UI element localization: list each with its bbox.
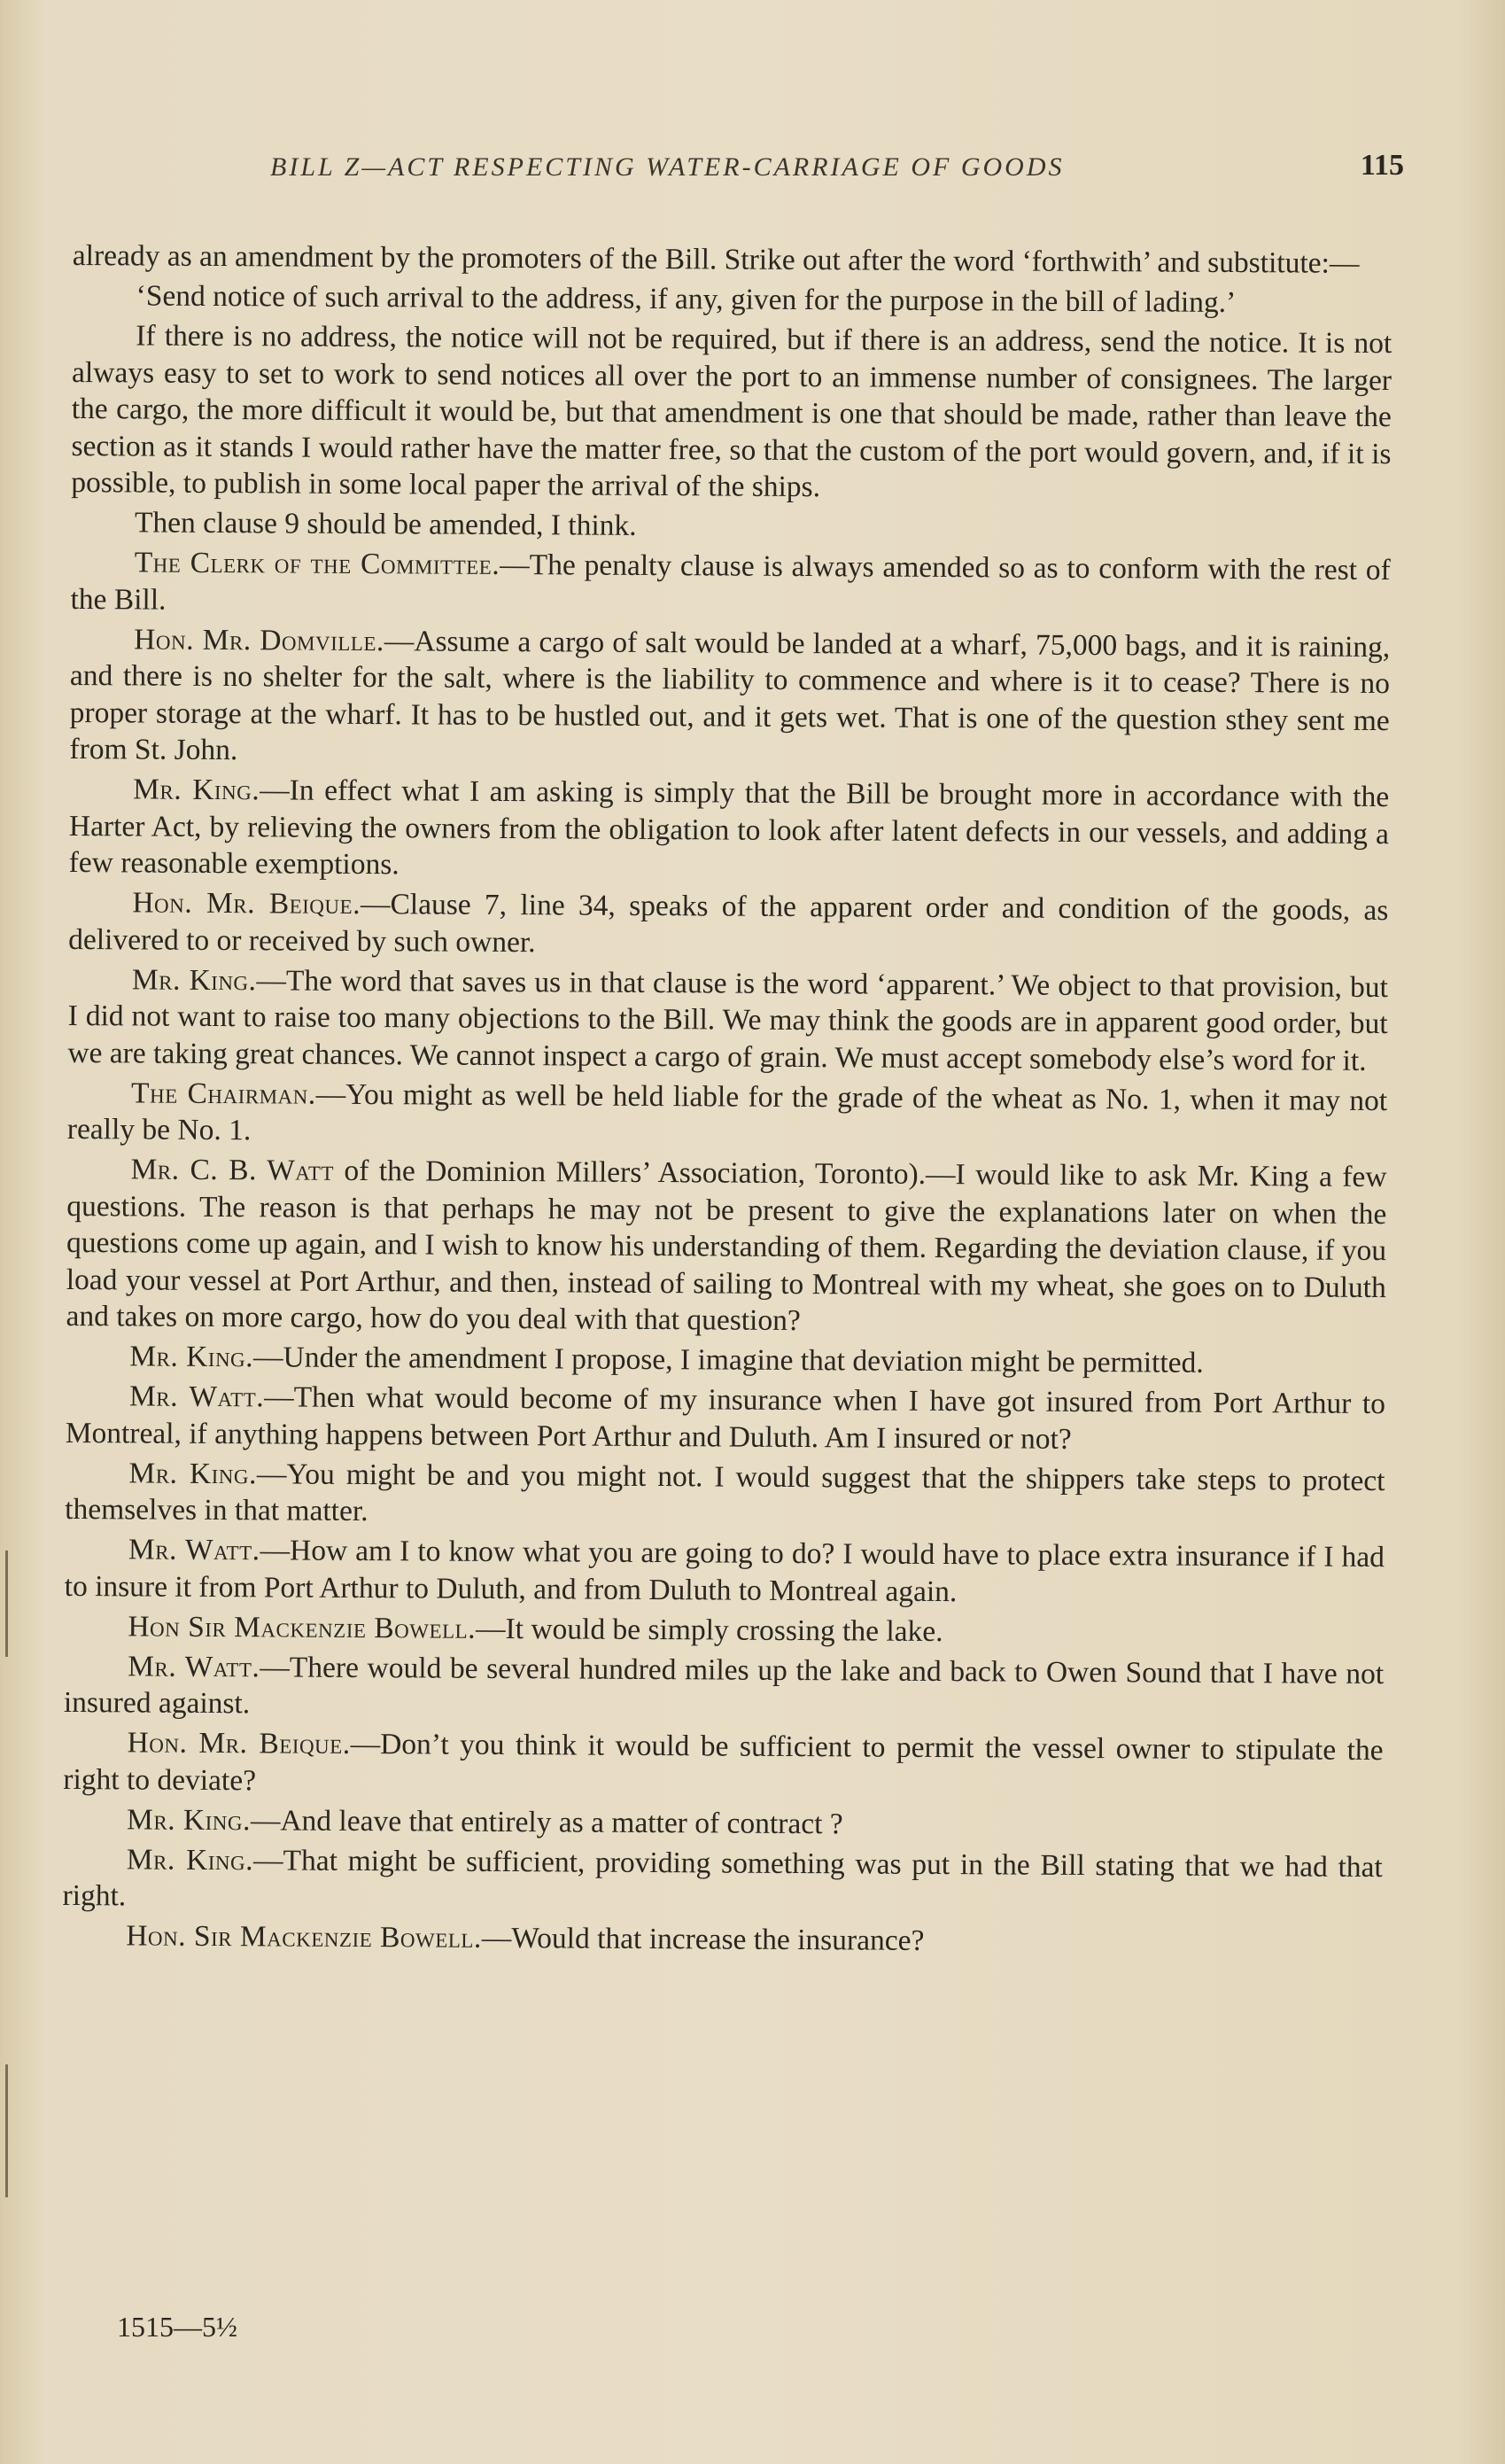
paragraph-speaker: The Clerk of the Committee.	[134, 546, 500, 581]
paragraph-text: —Then what would become of my insurance when I have got insured from Port Arthur to Montreal, if anything happens between Port Arthur and Duluth. Am I insured or not?	[65, 1380, 1386, 1456]
paragraph-text: —Would that increase the insurance?	[481, 1921, 925, 1957]
paragraph-text: —Under the amendment I propose, I imagine that deviation might be permitted.	[252, 1341, 1204, 1380]
paragraph-speaker: Mr. Watt.	[128, 1380, 265, 1414]
paragraph-speaker: The Chairman.	[130, 1076, 316, 1111]
body-text	[62, 237, 1393, 1965]
paragraph	[63, 1800, 1383, 1846]
paragraph-speaker: Mr. C. B. Watt	[130, 1153, 335, 1187]
paragraph-speaker: Mr. King.	[129, 1340, 254, 1374]
paragraph	[63, 1724, 1383, 1806]
paragraph-text: —You might as well be held liable for the grade of the wheat as No. 1, when it may not really be No. 1.	[66, 1077, 1388, 1147]
paragraph-text: —You might be and you might not. I would suggest that the shippers take steps to protect themselves in that matter.	[65, 1457, 1385, 1528]
signature-mark: 1515—5½	[117, 2311, 237, 2343]
paragraph-text: If there is no address, the notice will not be required, but if there is an address, send the notice. It is not always easy to set to work to send notices all over the port to an immense number of consignees. The larger the cargo, the more difficult it would be, but that amendment is one that should be made, rather than leave the section as it stands I would rather have the matter free, so that the custom of the port would govern, and, if it is possible, to publish in some local paper the arrival of the ships.	[71, 319, 1393, 504]
running-title: BILL Z—ACT RESPECTING WATER-CARRIAGE OF GOODS	[270, 152, 1065, 182]
paragraph-speaker: Hon. Mr. Beique.	[127, 1726, 351, 1761]
paragraph-text: —And leave that entirely as a matter of contract ?	[250, 1803, 843, 1840]
paragraph	[62, 1917, 1382, 1963]
paragraph	[67, 1074, 1387, 1155]
paragraph-text: of the Dominion Millers’ Association, Toronto).—I would like to ask Mr. King a few questions. The reason is that perhaps he may not be present to give the explanations later on when the questions come up again, and I wish to know his understanding of them. Regarding the deviation clause, if you load your vessel at Port Arthur, and then, instead of sailing to Montreal with my wheat, she goes on to Duluth and takes on more cargo, how do you deal with that question?	[66, 1154, 1387, 1338]
paragraph-text: already as an amendment by the promoters of the Bill. Strike out after the word ‘forthwith’ and substitute:—	[72, 238, 1360, 280]
paragraph-speaker: Mr. King.	[128, 1456, 258, 1490]
paragraph-speaker: Mr. Watt.	[128, 1649, 260, 1683]
paragraph	[69, 620, 1390, 775]
paragraph-speaker: Mr. King.	[131, 962, 257, 997]
page-header	[270, 149, 1404, 193]
paragraph-text: —Assume a cargo of salt would be landed at a wharf, 75,000 bags, and it is raining, and there is no shelter for the salt, where is the liability to commence and where is it to cease? There is no proper storage at the wharf. It has to be hustled out, and it gets wet. That is one of the question sthey sent me from St. John.	[69, 624, 1391, 767]
paragraph-text: —That might be sufficient, providing something was put in the Bill stating that we had that right.	[62, 1843, 1383, 1913]
paragraph-speaker: Mr. Watt.	[128, 1533, 260, 1567]
paragraph	[64, 1647, 1384, 1729]
paragraph-text: —The word that saves us in that clause is the word ‘apparent.’ We object to that provision, but I did not want to raise too many objections to the Bill. We may think the goods are in apparent good order, but we are taking great chances. We cannot inspect a cargo of grain. We must accept somebody else’s word for it.	[67, 963, 1388, 1077]
paragraph	[67, 960, 1388, 1079]
paragraph-text: —Don’t you think it would be sufficient to permit the vessel owner to stipulate the right to deviate?	[63, 1727, 1384, 1797]
paragraph-text: —The penalty clause is always amended so as to conform with the rest of the Bill.	[70, 548, 1391, 617]
paragraph	[62, 1840, 1382, 1922]
paragraph	[65, 1531, 1385, 1613]
paragraph-speaker: Mr. King.	[126, 1842, 254, 1877]
paragraph	[72, 277, 1392, 323]
paragraph	[68, 884, 1388, 966]
paragraph-text: Then clause 9 should be amended, I think.	[134, 506, 637, 542]
paragraph-speaker: Mr. King.	[133, 773, 260, 807]
paragraph-text: —There would be several hundred miles up the lake and back to Owen Sound that I have not insured against.	[63, 1650, 1385, 1721]
paragraph	[70, 544, 1390, 626]
paragraph	[71, 504, 1391, 549]
paragraph-text: —In effect what I am asking is simply that the Bill be brought more in accordance with the Harter Act, by relieving the owners from the obligation to look after latent defects in our vessels, and adding a few reasonable exemptions.	[68, 773, 1390, 882]
paragraph-text: —How am I to know what you are going to do? I would have to place extra insurance if I had to insure it from Port Arthur to Duluth, and from Duluth to Montreal again.	[64, 1534, 1385, 1608]
paragraph	[66, 1378, 1385, 1459]
paragraph	[73, 237, 1393, 283]
margin-line	[5, 1551, 8, 1657]
paragraph-text: —It would be simply crossing the lake.	[475, 1612, 943, 1648]
paragraph-speaker: Hon. Sir Mackenzie Bowell.	[126, 1919, 482, 1955]
page-number: 115	[1360, 149, 1404, 182]
paragraph	[69, 771, 1390, 890]
margin-line	[5, 2064, 8, 2197]
paragraph-text: —Clause 7, line 34, speaks of the apparent order and condition of the goods, as delivered to or received by such owner.	[68, 887, 1389, 959]
paragraph-speaker: Hon. Mr. Domville.	[134, 622, 384, 657]
paragraph	[71, 317, 1392, 509]
paragraph	[66, 1151, 1386, 1343]
paragraph	[64, 1607, 1384, 1652]
paragraph	[65, 1454, 1385, 1535]
paragraph-speaker: Mr. King.	[126, 1802, 252, 1837]
paragraph	[66, 1338, 1385, 1383]
paragraph-speaker: Hon. Mr. Beique.	[132, 886, 361, 921]
paragraph-speaker: Hon Sir Mackenzie Bowell.	[128, 1609, 477, 1645]
paragraph-text: ‘Send notice of such arrival to the address, if any, given for the purpose in the bill of lading.’	[136, 279, 1237, 320]
